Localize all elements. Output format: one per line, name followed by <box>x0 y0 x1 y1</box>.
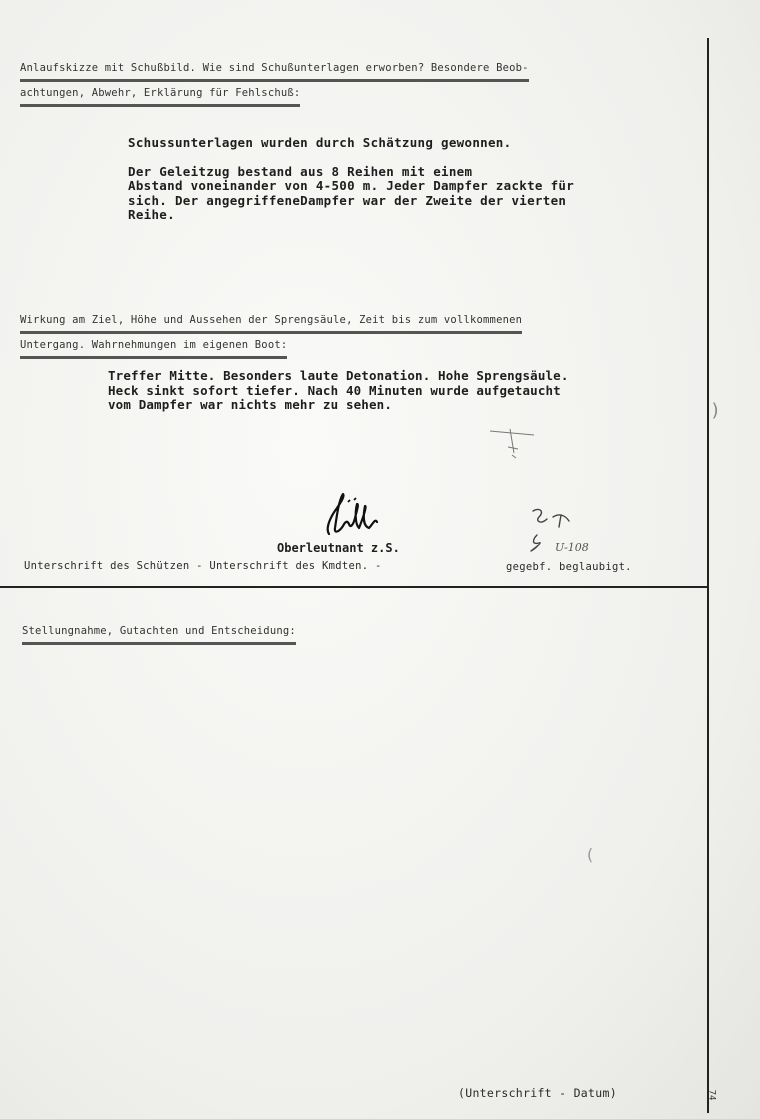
section2-body <box>108 369 569 413</box>
footer-signature-date: (Unterschrift - Datum) <box>458 1086 617 1100</box>
section1-heading-line2: achtungen, Abwehr, Erklärung für Fehlschuß: <box>20 82 300 107</box>
section1-heading <box>20 57 529 107</box>
section1-para2-line4: Reihe. <box>128 207 175 222</box>
section1-body <box>128 136 574 223</box>
section2-para-line1: Treffer Mitte. Besonders laute Detonation. Hohe Sprengsäule. <box>108 368 569 383</box>
section1-para1: Schussunterlagen wurden durch Schätzung gewonnen. <box>128 135 512 150</box>
signature-caption-right: gegebf. beglaubigt. <box>506 561 632 573</box>
section1-para2-line1: Der Geleitzug bestand aus 8 Reihen mit einem <box>128 163 473 179</box>
handwritten-initials <box>525 505 605 560</box>
section1-para2-line3: sich. Der angegriffeneDampfer war der Zweite der vierten <box>128 192 567 208</box>
handwritten-note: U-108 <box>555 541 589 554</box>
binding-mark: ) <box>710 400 721 421</box>
section1-para2-line2: Abstand voneinander von 4-500 m. Jeder Dampfer zackte für <box>128 178 575 193</box>
right-border-line <box>707 38 709 1113</box>
stray-mark: ( <box>585 845 595 864</box>
section3-heading <box>22 620 296 645</box>
section3-heading-text: Stellungnahme, Gutachten und Entscheidung: <box>22 620 296 645</box>
pencil-mark-icon <box>488 425 538 460</box>
signature-rank: Oberleutnant z.S. <box>277 541 400 555</box>
margin-number: 74 <box>706 1089 717 1101</box>
commander-signature <box>315 488 390 543</box>
section2-heading-line1: Wirkung am Ziel, Höhe und Aussehen der Sprengsäule, Zeit bis zum vollkommenen <box>20 309 522 334</box>
signature-caption-left: Unterschrift des Schützen - Unterschrift des Kmdten. - <box>24 560 382 572</box>
section1-heading-line1: Anlaufskizze mit Schußbild. Wie sind Schußunterlagen erworben? Besondere Beob- <box>20 57 529 82</box>
section2-para-line2: Heck sinkt sofort tiefer. Nach 40 Minuten wurde aufgetaucht <box>108 382 561 398</box>
section2-heading <box>20 309 522 359</box>
section2-para-line3: vom Dampfer war nichts mehr zu sehen. <box>108 397 392 412</box>
signature-divider-line <box>0 586 708 588</box>
section2-heading-line2: Untergang. Wahrnehmungen im eigenen Boot: <box>20 334 287 359</box>
